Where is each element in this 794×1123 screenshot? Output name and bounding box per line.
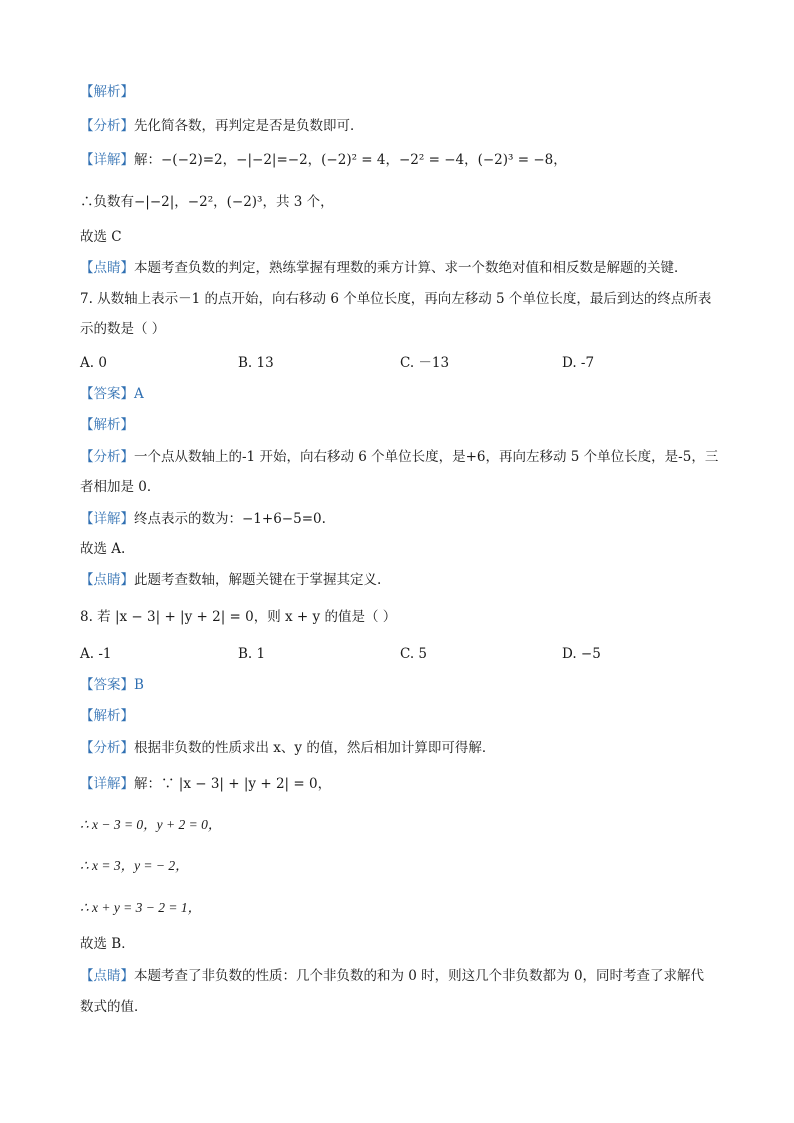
q7-fenxi-text1: 一个点从数轴上的-1 开始，向右移动 6 个单位长度，是+6，再向左移动 5 个单位长度，是-5，三: [134, 449, 719, 465]
q6-fenxi: [80, 116, 364, 136]
q8-comment-text2: 数式的值．: [80, 999, 148, 1015]
q8-option-c: C. 5: [400, 646, 428, 662]
q6-fenxi-text: 先化简各数，再判定是否是负数即可．: [134, 118, 364, 134]
q7-choice-text: 故选 A.: [80, 541, 126, 557]
q8-choice: [80, 934, 135, 954]
q6-negatives-text: ∴负数有−|−2|，−2²，(−2)³，共 3 个，: [80, 194, 334, 210]
q8-step3: [80, 898, 201, 918]
q6-choice: [80, 227, 122, 247]
q8-comment-line1: [80, 966, 704, 986]
comment-tag: 【点睛】: [80, 572, 134, 588]
q7-answer-value: A: [134, 386, 144, 402]
q7-option-a: A. 0: [80, 355, 107, 371]
q7-detail: [80, 509, 326, 529]
detail-tag: 【详解】: [80, 152, 134, 168]
q7-fenxi-text2: 者相加是 0．: [80, 479, 161, 495]
analysis-tag: 【解析】: [80, 708, 134, 724]
q8-option-a: A. -1: [80, 646, 112, 662]
fenxi-tag: 【分析】: [80, 118, 134, 134]
answer-tag: 【答案】: [80, 677, 134, 693]
q6-negatives: [80, 192, 334, 212]
fenxi-tag: 【分析】: [80, 449, 134, 465]
q8-option-b: B. 1: [238, 646, 266, 662]
analysis-tag: 【解析】: [80, 84, 134, 100]
q7-analysis-heading: [80, 415, 134, 435]
answer-tag: 【答案】: [80, 386, 134, 402]
q7-comment-text: 此题考查数轴，解题关键在于掌握其定义.: [134, 572, 382, 588]
q7-option-c: C. －13: [400, 355, 450, 371]
q7-option-b: B. 13: [238, 355, 274, 371]
analysis-tag: 【解析】: [80, 417, 134, 433]
q8-comment-text1: 本题考查了非负数的性质：几个非负数的和为 0 时，则这几个非负数都为 0，同时考查了求解代: [134, 968, 705, 984]
q6-comment: [80, 258, 688, 278]
q8-option-d: D. −5: [562, 646, 601, 662]
q8-answer: [80, 675, 144, 695]
q7-detail-text: 终点表示的数为：−1+6−5=0.: [134, 511, 326, 527]
q8-answer-value: B: [134, 677, 144, 693]
q6-detail-text: 解：−(−2)=2，−|−2|=−2，(−2)² = 4，−2² = −4，(−2)³ = −8，: [134, 152, 567, 168]
q7-stem-text1: 7. 从数轴上表示－1 的点开始，向右移动 6 个单位长度，再向左移动 5 个单位长度，最后到达的终点所表: [80, 291, 712, 307]
comment-tag: 【点睛】: [80, 260, 134, 276]
q7-stem-text2: 示的数是（ ）: [80, 321, 166, 337]
q7-answer: [80, 384, 144, 404]
q7-stem-line1: [80, 289, 711, 309]
q8-step2: [80, 856, 189, 876]
q6-analysis-heading: [80, 82, 134, 102]
detail-tag: 【详解】: [80, 511, 134, 527]
q8-fenxi: [80, 738, 495, 758]
q8-stem: [80, 607, 396, 627]
q8-comment-line2: [80, 997, 148, 1017]
q7-fenxi-line1: [80, 447, 718, 467]
q6-detail: [80, 150, 567, 170]
q8-step1-text: ∴ x − 3 = 0，y + 2 = 0，: [80, 817, 222, 832]
q7-stem-line2: [80, 319, 165, 339]
q7-comment: [80, 570, 381, 590]
q8-analysis-heading: [80, 706, 134, 726]
comment-tag: 【点睛】: [80, 968, 134, 984]
q8-step1: [80, 815, 221, 835]
q8-stem-text: 8. 若 |x − 3| + |y + 2| = 0，则 x + y 的值是（ ）: [80, 609, 397, 625]
q7-choice: [80, 539, 125, 559]
q8-choice-text: 故选 B．: [80, 936, 135, 952]
q8-fenxi-text: 根据非负数的性质求出 x、y 的值，然后相加计算即可得解．: [134, 740, 496, 756]
q8-step2-text: ∴ x = 3，y = − 2，: [80, 858, 189, 873]
detail-tag: 【详解】: [80, 776, 134, 792]
q7-fenxi-line2: [80, 477, 160, 497]
q6-choice-text: 故选 C: [80, 229, 122, 245]
q7-option-d: D. -7: [562, 355, 595, 371]
q6-comment-text: 本题考查负数的判定，熟练掌握有理数的乘方计算、求一个数绝对值和相反数是解题的关键．: [134, 260, 688, 276]
fenxi-tag: 【分析】: [80, 740, 134, 756]
q8-detail-text: 解：∵ |x − 3| + |y + 2| = 0，: [134, 776, 332, 792]
q8-detail: [80, 774, 331, 794]
q8-step3-text: ∴ x + y = 3 − 2 = 1，: [80, 900, 202, 915]
